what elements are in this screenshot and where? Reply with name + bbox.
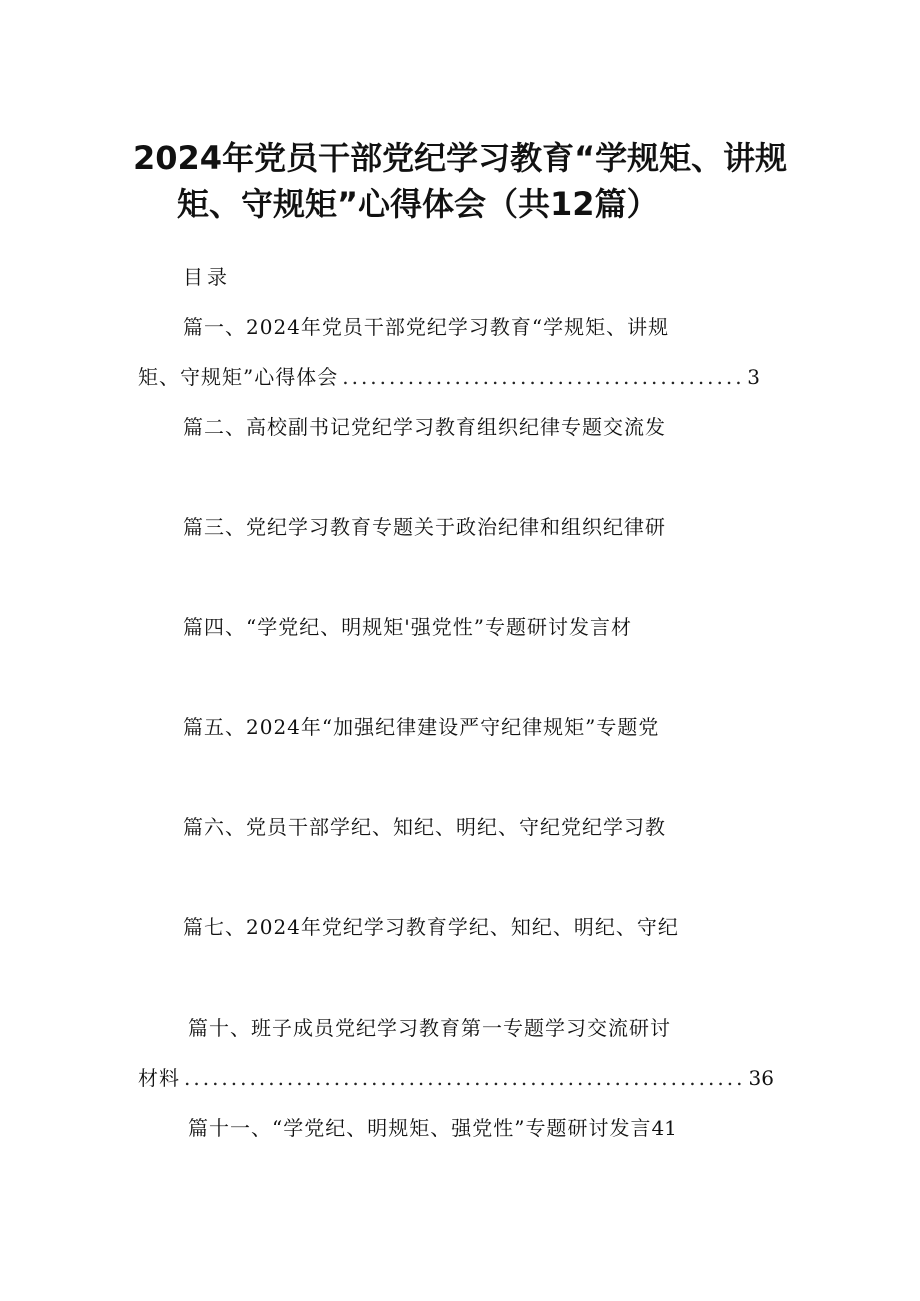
toc-entry-5[interactable]: 篇五、2024年“加强纪律建设严守纪律规矩”专题党	[183, 715, 660, 739]
dot-leader	[342, 362, 743, 392]
toc-entry-10-text: 材料	[138, 1066, 180, 1090]
document-title-line-1: 2024年党员干部党纪学习教育“学规矩、讲规	[133, 139, 788, 177]
toc-entry-10-page: 36	[748, 1066, 774, 1090]
toc-entry-4[interactable]: 篇四、“学党纪、明规矩'强党性”专题研讨发言材	[183, 615, 632, 639]
toc-entry-7[interactable]: 篇七、2024年党纪学习教育学纪、知纪、明纪、守纪	[183, 915, 679, 939]
toc-entry-10-line-2[interactable]	[138, 1063, 774, 1093]
toc-entry-11[interactable]	[188, 1113, 677, 1143]
toc-entry-1-line-1[interactable]: 篇一、2024年党员干部党纪学习教育“学规矩、讲规	[183, 315, 670, 339]
toc-entry-1-page: 3	[747, 365, 760, 389]
toc-entry-3[interactable]: 篇三、党纪学习教育专题关于政治纪律和组织纪律研	[183, 515, 666, 539]
toc-entry-1-line-2[interactable]	[138, 362, 760, 392]
toc-entry-11-page: 41	[651, 1116, 677, 1140]
dot-leader	[184, 1063, 745, 1093]
document-title-line-2: 矩、守规矩”心得体会（共12篇）	[177, 185, 659, 223]
toc-entry-1-text: 矩、守规矩”心得体会	[138, 365, 339, 389]
toc-entry-11-text: 篇十一、“学党纪、明规矩、强党性”专题研讨发言	[188, 1116, 652, 1140]
toc-entry-6[interactable]: 篇六、党员干部学纪、知纪、明纪、守纪党纪学习教	[183, 815, 666, 839]
toc-entry-10-line-1[interactable]: 篇十、班子成员党纪学习教育第一专题学习交流研讨	[188, 1016, 671, 1040]
toc-heading: 目录	[183, 265, 231, 289]
toc-entry-2[interactable]: 篇二、高校副书记党纪学习教育组织纪律专题交流发	[183, 415, 666, 439]
